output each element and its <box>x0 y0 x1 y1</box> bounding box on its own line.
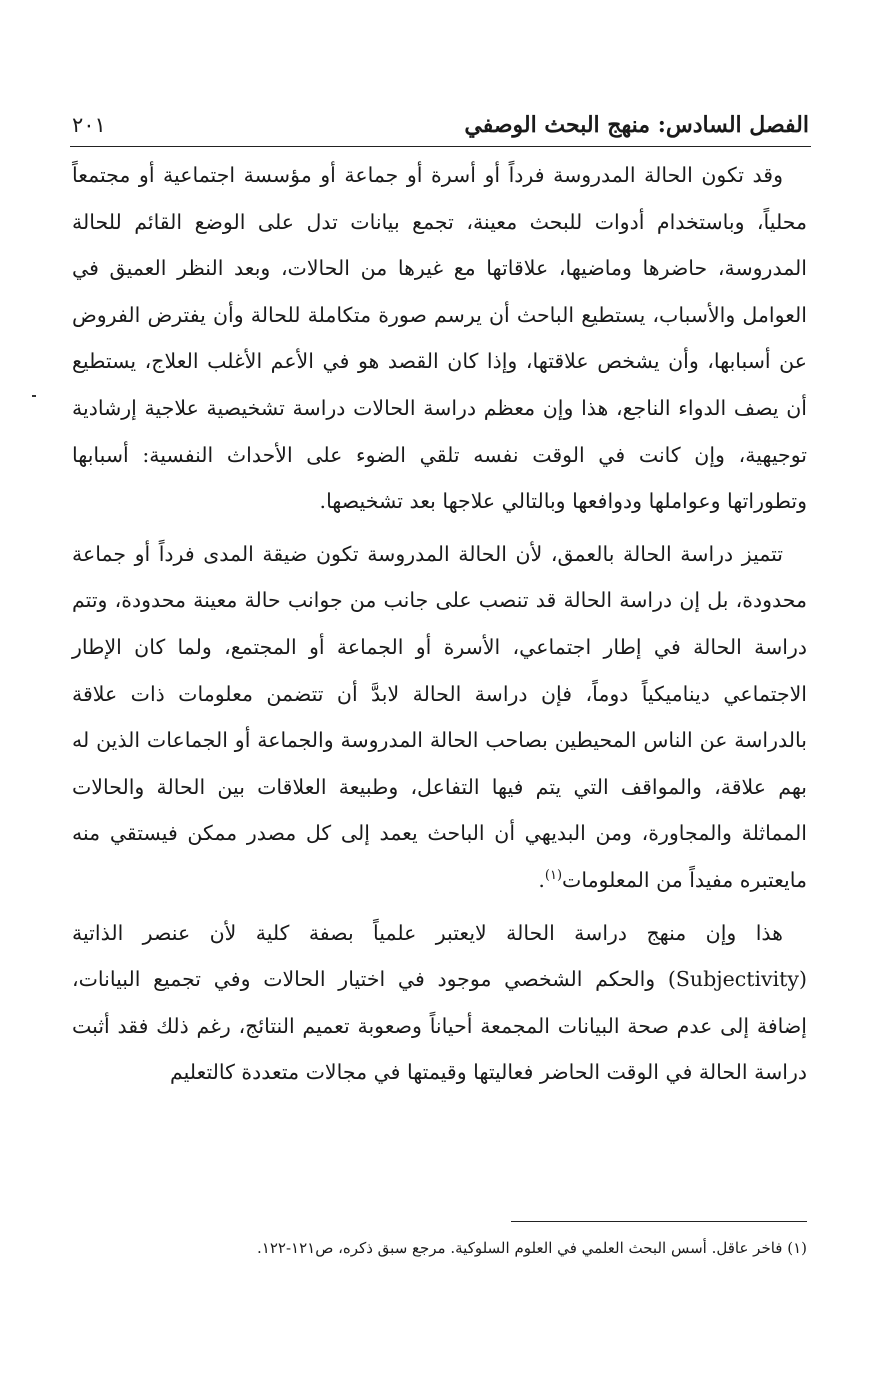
footnote: (١) فاخر عاقل. أسس البحث العلمي في العلوم السلوكية. مرجع سبق ذكره، ص١٢١-١٢٢. <box>256 1239 807 1257</box>
header-rule <box>70 146 811 147</box>
paragraph-3-text-end: والحكم الشخصي موجود في اختيار الحالات وفي تجميع البيانات، إضافة إلى عدم صحة البيانات المجمعة أحياناً وصعوبة تعميم النتائج، رغم ذلك فقد أثبت دراسة الحالة في الوقت الحاضر فعاليتها وقيمتها في مجالات متعددة كالتعليم <box>72 967 807 1085</box>
footnote-reference[interactable]: (١) <box>544 868 563 884</box>
paragraph-2-end: . <box>538 867 545 892</box>
page-number: ٢٠١ <box>72 113 106 137</box>
footnote-separator <box>511 1221 807 1222</box>
paragraph-1-text: وقد تكون الحالة المدروسة فرداً أو أسرة أو جماعة أو مؤسسة اجتماعية أو مجتمعاً محلياً، وباستخدام أدوات للبحث معينة، تجمع بيانات تدل على الوضع القائم للحالة المدروسة، حاضرها وماضيها، علاقاتها مع غيرها من الحالات، وبعد النظر العميق في العوامل والأسباب، يستطيع الباحث أن يرسم صورة متكاملة للحالة وأن يفترض الفروض عن أسبابها، وأن يشخص علاقتها، وإذا كان القصد هو في الأعم الأغلب العلاج، يستطيع أن يصف الدواء الناجع، هذا وإن معظم دراسة الحالات دراسة تشخيصية علاجية إرشادية توجيهية، وإن كانت في الوقت نفسه تلقي الضوء على الأحداث النفسية: أسبابها وتطوراتها وعواملها ودوافعها وبالتالي علاجها بعد تشخيصها. <box>72 163 808 514</box>
chapter-title: الفصل السادس: منهج البحث الوصفي <box>464 112 809 138</box>
paragraph-2 <box>72 531 807 904</box>
main-text <box>72 152 807 1096</box>
latin-term: (Subjectivity) <box>667 967 807 992</box>
paragraph-1 <box>72 152 807 525</box>
running-header <box>72 96 809 140</box>
paragraph-2-text: تتميز دراسة الحالة بالعمق، لأن الحالة المدروسة تكون ضيقة المدى فرداً أو جماعة محدودة، بل إن دراسة الحالة قد تنصب على جانب من جوانب حالة معينة محدودة، وتتم دراسة الحالة في إطار اجتماعي، الأسرة أو الجماعة أو المجتمع، ولما كان الإطار الاجتماعي ديناميكياً دوماً، فإن دراسة الحالة لابدَّ أن تتضمن معلومات ذات علاقة بالدراسة عن الناس المحيطين بصاحب الحالة المدروسة والجماعة أو الجماعات الذين له بهم علاقة، والمواقف التي يتم فيها التفاعل، وطبيعة العلاقات بين الحالة والحالات المماثلة والمجاورة، ومن البديهي أن الباحث يعمد إلى كل مصدر ممكن فيستقي منه مايعتبره مفيداً من المعلومات <box>72 541 807 892</box>
paragraph-3 <box>72 910 807 1096</box>
paragraph-3-text-start: هذا وإن منهج دراسة الحالة لايعتبر علمياً بصفة كلية لأن عنصر الذاتية <box>72 920 783 945</box>
margin-mark <box>32 395 36 397</box>
